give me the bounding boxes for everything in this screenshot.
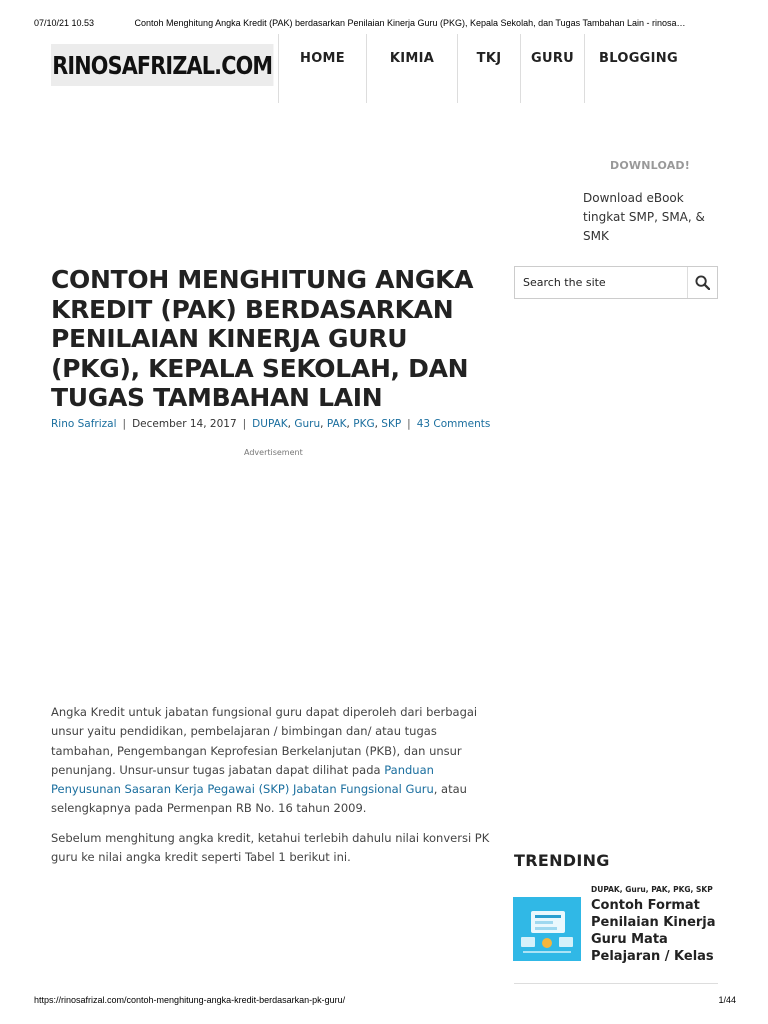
- article-paragraph: Angka Kredit untuk jabatan fungsional guru dapat diperoleh dari berbagai unsur yaitu pendidikan, pembelajaran / bimbingan dan/ atau tugas tambahan, Pengembangan Keprofesian Berkelanjutan (PKB), dan unsur penunjang. Unsur-unsur tugas jabatan dapat dilihat pada Panduan Penyusunan Sasaran Kerja Pegawai (SKP) Jabatan Fungsional Guru, atau selengkapnya pada Permenpan RB No. 16 tahun 2009.: [51, 705, 478, 816]
- skp-guide-link[interactable]: Panduan Penyusunan Sasaran Kerja Pegawai (SKP) Jabatan Fungsional Guru: [51, 762, 434, 797]
- article-title: CONTOH MENGHITUNG ANGKA KREDIT (PAK) BERDASARKAN PENILAIAN KINERJA GURU (PKG), KEPALA SEKOLAH, DAN TUGAS TAMBAHAN LAIN: [51, 265, 474, 412]
- download-widget-title: DOWNLOAD!: [610, 159, 690, 172]
- nav-guru[interactable]: GURU: [520, 34, 584, 103]
- print-url: https://rinosafrizal.com/contoh-menghitung-angka-kredit-berdasarkan-pk-guru/: [34, 995, 346, 1005]
- trending-heading: TRENDING: [514, 851, 610, 870]
- category-link[interactable]: Guru: [294, 418, 321, 430]
- print-page-title: Contoh Menghitung Angka Kredit (PAK) berdasarkan Penilaian Kinerja Guru (PKG), Kepala Sekolah, dan Tugas Tambahan Lain - rinosa…: [134, 18, 686, 28]
- trending-categories[interactable]: DUPAK, Guru, PAK, PKG, SKP: [591, 885, 713, 894]
- category-link[interactable]: DUPAK: [252, 418, 288, 430]
- divider: [514, 983, 718, 984]
- trending-post-title[interactable]: Contoh Format Penilaian Kinerja Guru Mata Pelajaran / Kelas: [591, 898, 716, 964]
- print-page-number: 1/44: [718, 995, 736, 1005]
- nav-blogging[interactable]: BLOGGING: [584, 34, 692, 103]
- print-timestamp: 07/10/21 10.53: [34, 18, 95, 28]
- print-header: [34, 18, 744, 28]
- search-icon: [695, 275, 710, 290]
- print-footer: [34, 995, 736, 1005]
- nav-kimia[interactable]: KIMIA: [366, 34, 457, 103]
- search-button[interactable]: [687, 267, 717, 298]
- article-meta: Rino Safrizal | December 14, 2017 | DUPAK, Guru, PAK, PKG, SKP | 43 Comments: [51, 418, 491, 430]
- advertisement-label: Advertisement: [244, 448, 303, 457]
- category-link[interactable]: PAK: [326, 418, 347, 430]
- post-date: December 14, 2017: [132, 418, 237, 430]
- search-input[interactable]: [515, 267, 687, 298]
- download-widget-text[interactable]: Download eBook tingkat SMP, SMA, & SMK: [583, 191, 705, 243]
- main-nav: [278, 34, 692, 103]
- search-box: [514, 266, 718, 299]
- article-paragraph: Sebelum menghitung angka kredit, ketahui terlebih dahulu nilai konversi PK guru ke nilai angka kredit seperti Tabel 1 berikut ini.: [51, 831, 490, 865]
- comments-link[interactable]: 43 Comments: [416, 418, 491, 430]
- nav-home[interactable]: HOME: [278, 34, 366, 103]
- category-link[interactable]: PKG: [353, 418, 375, 430]
- category-link[interactable]: SKP: [381, 418, 402, 430]
- trending-thumbnail[interactable]: [513, 897, 581, 961]
- site-logo[interactable]: RINOSAFRIZAL.COM: [51, 44, 273, 86]
- author-link[interactable]: Rino Safrizal: [51, 418, 117, 430]
- nav-tkj[interactable]: TKJ: [457, 34, 520, 103]
